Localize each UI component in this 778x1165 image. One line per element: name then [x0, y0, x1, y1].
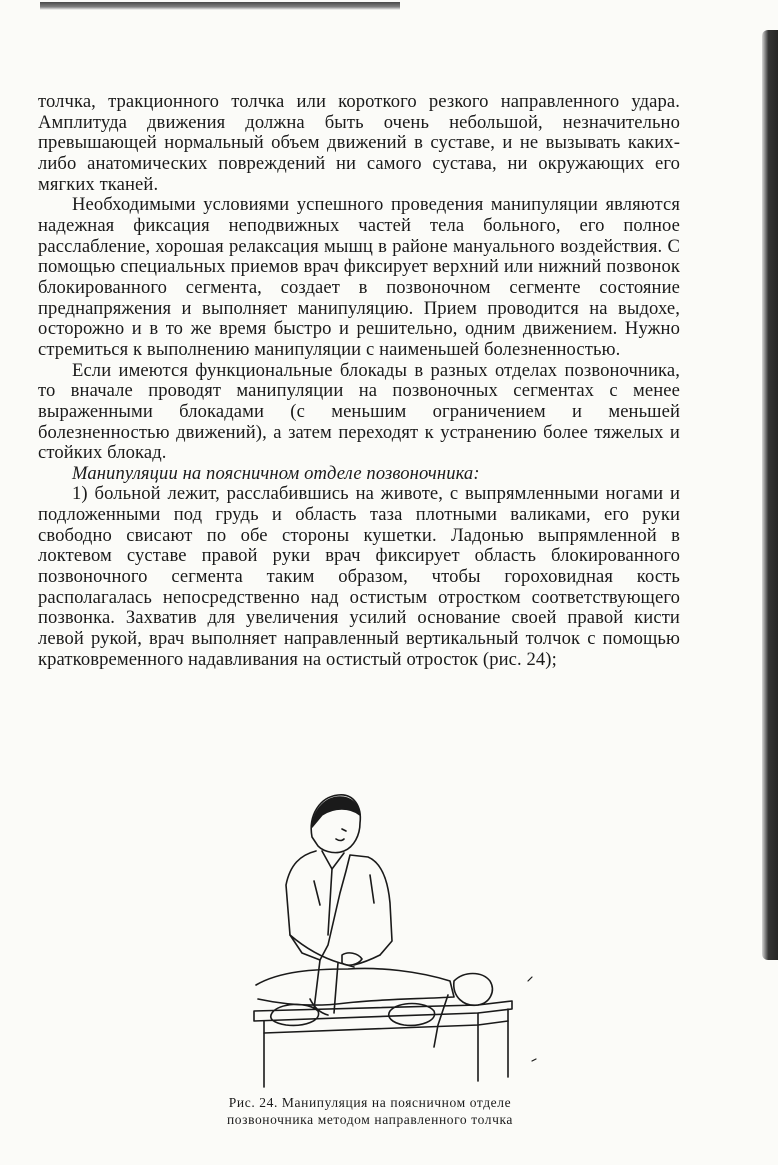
scan-top-smudge	[40, 2, 400, 10]
doctor-hair	[312, 797, 360, 827]
table-legs	[264, 1009, 508, 1087]
doctor-collar	[322, 851, 344, 869]
figure-24-illustration	[250, 785, 540, 1090]
patient-head	[454, 974, 493, 1006]
scan-stray-mark	[528, 977, 536, 1061]
paragraph-procedure-1: 1) больной лежит, расслабившись на животе, с выпрямленными ногами и подложенными под грудь и область таза плотными валиками, его руки свободно свисают по обе стороны кушетки. Ладонью выпрямленной в локтевом суставе правой руки врач фиксирует область блокированного позвоночного сегмента таким образом, чтобы гороховидная кость располагалась непосредственно над остистым отростком соответствующего позвонка. Захватив для увеличения усилий основание своей правой кисти левой рукой, врач выполняет направленный вертикальный толчок с помощью кратковременного надавливания на остистый отросток (рис. 24);	[38, 483, 680, 670]
cushion-pelvis	[271, 1004, 319, 1025]
paragraph-conditions-text: Необходимыми условиями успешного проведения манипуляции являются надежная фиксация неподвижных частей тела больного, его полное расслабление, хорошая релаксация мышц в районе мануального воздействия. С помощью специальных приемов врач фиксирует верхний или нижний позвонок блокированного сегмента, создает в позвоночном сегменте состояние преднапряжения и выполняет манипуляцию. Прием проводится на выдохе, осторожно и в то же время быстро и решительно, одним движением. Нужно стремиться к выполнению манипуляции с наименьшей болезненностью.	[38, 194, 680, 360]
scan-page-edge-shadow	[762, 30, 778, 960]
paragraph-conditions	[38, 195, 680, 360]
patient-body	[256, 969, 454, 1006]
figure-caption: Рис. 24. Манипуляция на поясничном отделе позвоночника методом направленного толчка	[226, 1095, 514, 1127]
paragraph-blockades: Если имеются функциональные блокады в разных отделах позвоночника, то вначале проводят манипуляции на позвоночных сегментах с менее выраженными блокадами (с меньшим ограничением и меньшей болезненностью движений), а затем переходят к устранению более тяжелых и стойких блокад.	[38, 359, 680, 464]
paragraph-continuation: толчка, тракционного толчка или короткого резкого направленного удара. Амплитуда движения должна быть очень небольшой, незначительно превышающей нормальный объем движений в суставе, и не вызывать каких-либо анатомических повреждений ни самого сустава, ни окружающих его мягких тканей.	[38, 91, 680, 195]
doctor-left-arm	[290, 935, 354, 967]
table-frame	[264, 1021, 508, 1033]
doctor-face	[336, 829, 346, 841]
patient-arm	[434, 995, 448, 1047]
body-text	[38, 92, 680, 670]
section-subheading: Манипуляции на поясничном отделе позвоночника:	[72, 462, 480, 484]
